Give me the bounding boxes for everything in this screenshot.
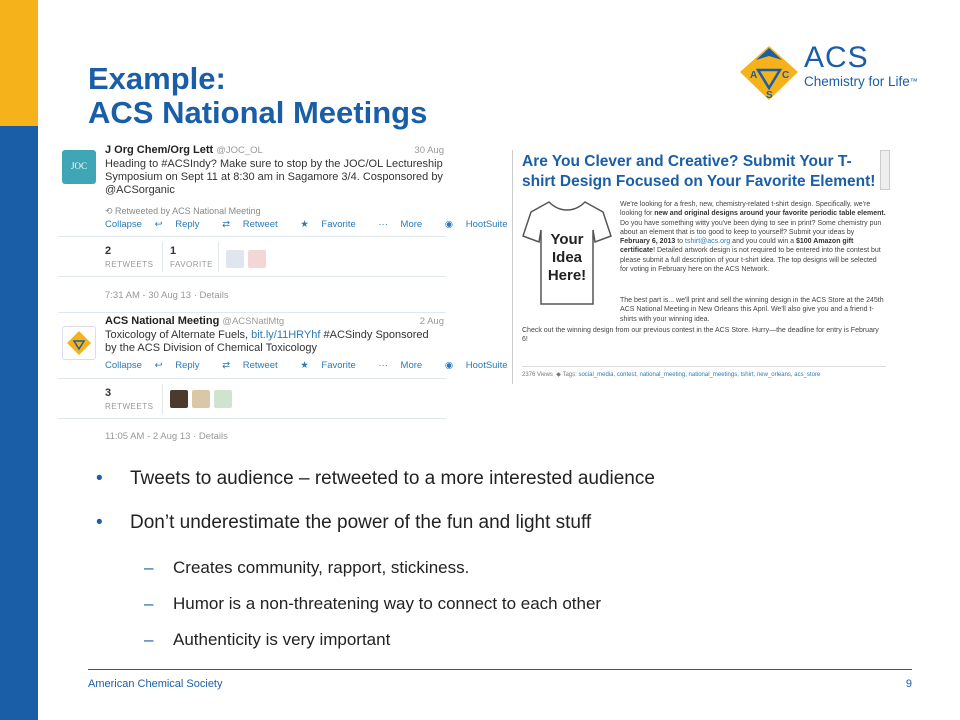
blog-paragraph-2: The best part is... we'll print and sell the winning design in the ACS Store at the 245th ACS National Meeting in New Orleans this April. We'll also give you and a friend t-shirts with your winning idea. [620,297,884,323]
tweet-2-retweets-count[interactable]: 3 [105,387,112,399]
blog-p1-g: $100 Amazon gift certificate [620,238,854,255]
acs-emblem-icon [736,42,802,104]
star-icon: ★ [300,360,312,371]
footer-divider [88,669,912,670]
left-accent-gold [0,0,38,126]
title-line-1: Example: [88,61,226,96]
slide-title [88,62,427,130]
tweet-1-hootsuite-button[interactable] [445,219,518,230]
sub-bullet-2-marker: – [144,594,154,613]
blog-paragraph-1 [620,200,886,274]
tweet-2-meta-sep [58,418,446,419]
owl-icon: ◉ [444,360,456,371]
blog-post-title[interactable] [522,152,876,192]
tweet-2-user-thumb-2[interactable] [192,390,210,408]
tweet-2-favorite-button[interactable] [300,360,365,371]
tweet-separator [58,312,446,313]
tweet-1-favorites-label: FAVORITE [170,260,213,269]
tweet-1-favorite-button[interactable] [300,219,365,230]
tweet-2-retweet-button[interactable] [222,360,287,371]
tweet-2-name[interactable]: ACS National Meeting [105,315,220,327]
emblem-letter-a: A [750,70,758,81]
tweet-1-more-label: More [400,219,423,230]
bullet-1-text: Tweets to audience – retweeted to a more interested audience [130,468,655,489]
blog-p3-b: . Hurry—the deadline for entry is February 6! [522,327,879,344]
tshirt-word-1: Your [550,231,584,248]
tshirt-word-2: Idea [551,249,583,266]
logo-wordmark: ACS [804,41,869,74]
tweet-1-hootsuite-label: HootSuite [465,219,508,230]
blog-p1-d: February 6, 2013 [620,238,676,246]
tweet-1-retweeted-by-text: Retweeted by ACS National Meeting [115,206,261,216]
tweet-2-retweet-label: Retweet [242,360,278,371]
blog-scrollbar[interactable] [880,150,890,190]
tweet-1-author[interactable] [105,144,263,156]
blog-title-line-2: shirt Design Focused on Your Favorite Element! [522,173,876,190]
tweet-1-favorites-count[interactable]: 1 [170,245,177,257]
tweet-1-timestamp[interactable]: 7:31 AM - 30 Aug 13 · Details [105,290,229,301]
tweet-2-user-thumb-1[interactable] [170,390,188,408]
tweet-2-favorite-label: Favorite [321,360,356,371]
tweet-2-more-label: More [400,360,423,371]
tweet-1-reply-label: Reply [175,219,200,230]
tweet-2-avatar [62,326,96,360]
emblem-letter-s: S [766,90,773,101]
tweet-1-user-thumb-1[interactable] [226,250,244,268]
tweet-2-reply-button[interactable] [155,360,210,371]
tweet-1-avatar-text: JOC [70,161,87,171]
blog-p1-a: We're looking for a fresh, new, chemistry-related t-shirt design. Specifically, we're looking for [620,201,871,218]
blog-tags[interactable]: social_media, contest, national_meeting, national_meetings, tshirt, new_orleans, acs_store [578,372,821,378]
tweet-2-hootsuite-button[interactable] [445,360,518,371]
bullet-2 [96,512,591,534]
tweet-2-text-post: #ACSindy Sponsored by the ACS Division of Chemical Toxicology [105,329,429,354]
tweet-2-link[interactable]: bit.ly/11HRYhf [251,329,321,341]
acs-store-link[interactable]: ACS Store [715,327,749,334]
tweet-2-text [105,329,443,355]
tweet-1-stats-sep [58,236,446,237]
twitter-panel [58,140,508,452]
tweet-1-retweet-button[interactable] [222,219,287,230]
sub-bullet-3-text: Authenticity is very important [173,630,391,649]
tweet-2-stat-divider [162,384,163,414]
tweet-2-retweets-label: RETWEETS [105,402,154,411]
tweet-1-actions [105,219,528,230]
blog-p1-b: new and original designs around your favorite periodic table element. [654,210,886,218]
blog-title-line-1: Are You Clever and Creative? Submit Your T- [522,153,852,170]
reply-icon: ↩ [154,219,166,230]
tweet-2-text-pre: Toxicology of Alternate Fuels, [105,329,252,341]
tweet-1-retweet-label: Retweet [242,219,278,230]
tweet-1-date[interactable]: 30 Aug [414,145,444,156]
tweet-1-more-button[interactable] [378,219,432,230]
tweet-1-handle[interactable]: @JOC_OL [216,145,263,156]
blog-footer [522,366,886,378]
blog-p3-a: Check out the winning design from our previous contest in the [522,327,715,334]
retweet-icon: ⇄ [222,219,233,230]
bullet-1-marker: • [96,468,103,489]
acs-logo [736,42,926,104]
logo-tagline [804,74,918,90]
owl-icon: ◉ [444,219,456,230]
tweet-1-retweeted-by [105,206,261,217]
tweet-1-favorite-label: Favorite [321,219,356,230]
tweet-2-reply-label: Reply [175,360,200,371]
tweet-1-avatar [62,150,96,184]
tweet-1-meta-sep [58,276,446,277]
tweet-1-stat-divider-2 [218,242,219,272]
tweet-1-user-thumb-2[interactable] [248,250,266,268]
tag-icon: ◆ [556,372,563,378]
blog-p1-h: ! Detailed artwork design is not required to be entered into the contest but please submit a full description of your t-shirt idea. The top designs will be selected for voting in February here on the ACS Network. [620,247,881,274]
blog-paragraph-3 [522,326,886,345]
blog-p1-e: to [675,238,685,246]
bullet-2-text: Don’t underestimate the power of the fun and light stuff [130,512,592,533]
tweet-1-text: Heading to #ACSIndy? Make sure to stop by the JOC/OL Lectureship Symposium on Sept 11 at 8:30 am in Sagamore 3/4. Cosponsored by @ACSorganic [105,158,443,196]
tweet-2-timestamp[interactable]: 11:05 AM - 2 Aug 13 · Details [105,431,228,442]
sub-bullet-1-marker: – [144,558,154,577]
star-icon: ★ [300,219,312,230]
bullet-2-marker: • [96,512,103,533]
tweet-1-retweets-count[interactable]: 2 [105,245,112,257]
tweet-2-more-button[interactable] [378,360,432,371]
tweet-2-user-thumb-3[interactable] [214,390,232,408]
blog-email-link[interactable]: tshirt@acs.org [685,238,731,246]
sub-bullet-2 [144,594,601,614]
acs-avatar-icon [63,327,95,359]
sub-bullet-1-text: Creates community, rapport, stickiness. [173,558,470,577]
tshirt-icon [521,196,613,308]
sub-bullet-3 [144,630,390,650]
blog-p1-c: Do you have something witty you've been dying to see in print? Some chemistry pun about an element that is too good to keep to yourself? Submit your ideas by [620,219,882,236]
tweet-1-reply-button[interactable] [155,219,210,230]
retweet-icon: ⇄ [222,360,233,371]
logo-tagline-text: Chemistry for Life [804,74,910,89]
tweet-1-retweets-label: RETWEETS [105,260,154,269]
logo-text [804,42,918,90]
tweet-2-stats-sep [58,378,446,379]
tweet-1-stat-divider-1 [162,242,163,272]
tweet-2-actions [105,360,528,371]
tweet-2-hootsuite-label: HootSuite [465,360,508,371]
blog-post-panel [512,150,890,384]
tweet-2-collapse-link[interactable]: Collapse [105,360,142,371]
tweet-2-handle[interactable]: @ACSNatlMtg [222,316,285,327]
sub-bullet-3-marker: – [144,630,154,649]
logo-trademark: ™ [909,77,918,86]
blog-tags-label: Tags: [562,372,577,378]
tshirt-word-3: Here! [547,267,587,284]
more-icon: ··· [378,360,391,371]
tweet-2-date[interactable]: 2 Aug [419,316,444,327]
more-icon: ··· [378,219,391,230]
left-accent-bar [0,0,38,720]
retweet-small-icon: ⟲ [105,206,116,216]
sub-bullet-2-text: Humor is a non-threatening way to connect to each other [173,594,602,613]
blog-p1-f: and you could win a [730,238,796,246]
footer-organization: American Chemical Society [88,678,223,690]
tweet-1-collapse-link[interactable]: Collapse [105,219,142,230]
sub-bullet-1 [144,558,469,578]
emblem-letter-c: C [782,70,790,81]
bullet-1 [96,468,655,490]
title-line-2: ACS National Meetings [88,95,428,130]
reply-icon: ↩ [154,360,166,371]
blog-views: 2376 Views [522,372,553,378]
page-number: 9 [905,678,912,690]
tweet-1-name[interactable]: J Org Chem/Org Lett [105,144,214,156]
tweet-2-author[interactable] [105,315,284,327]
